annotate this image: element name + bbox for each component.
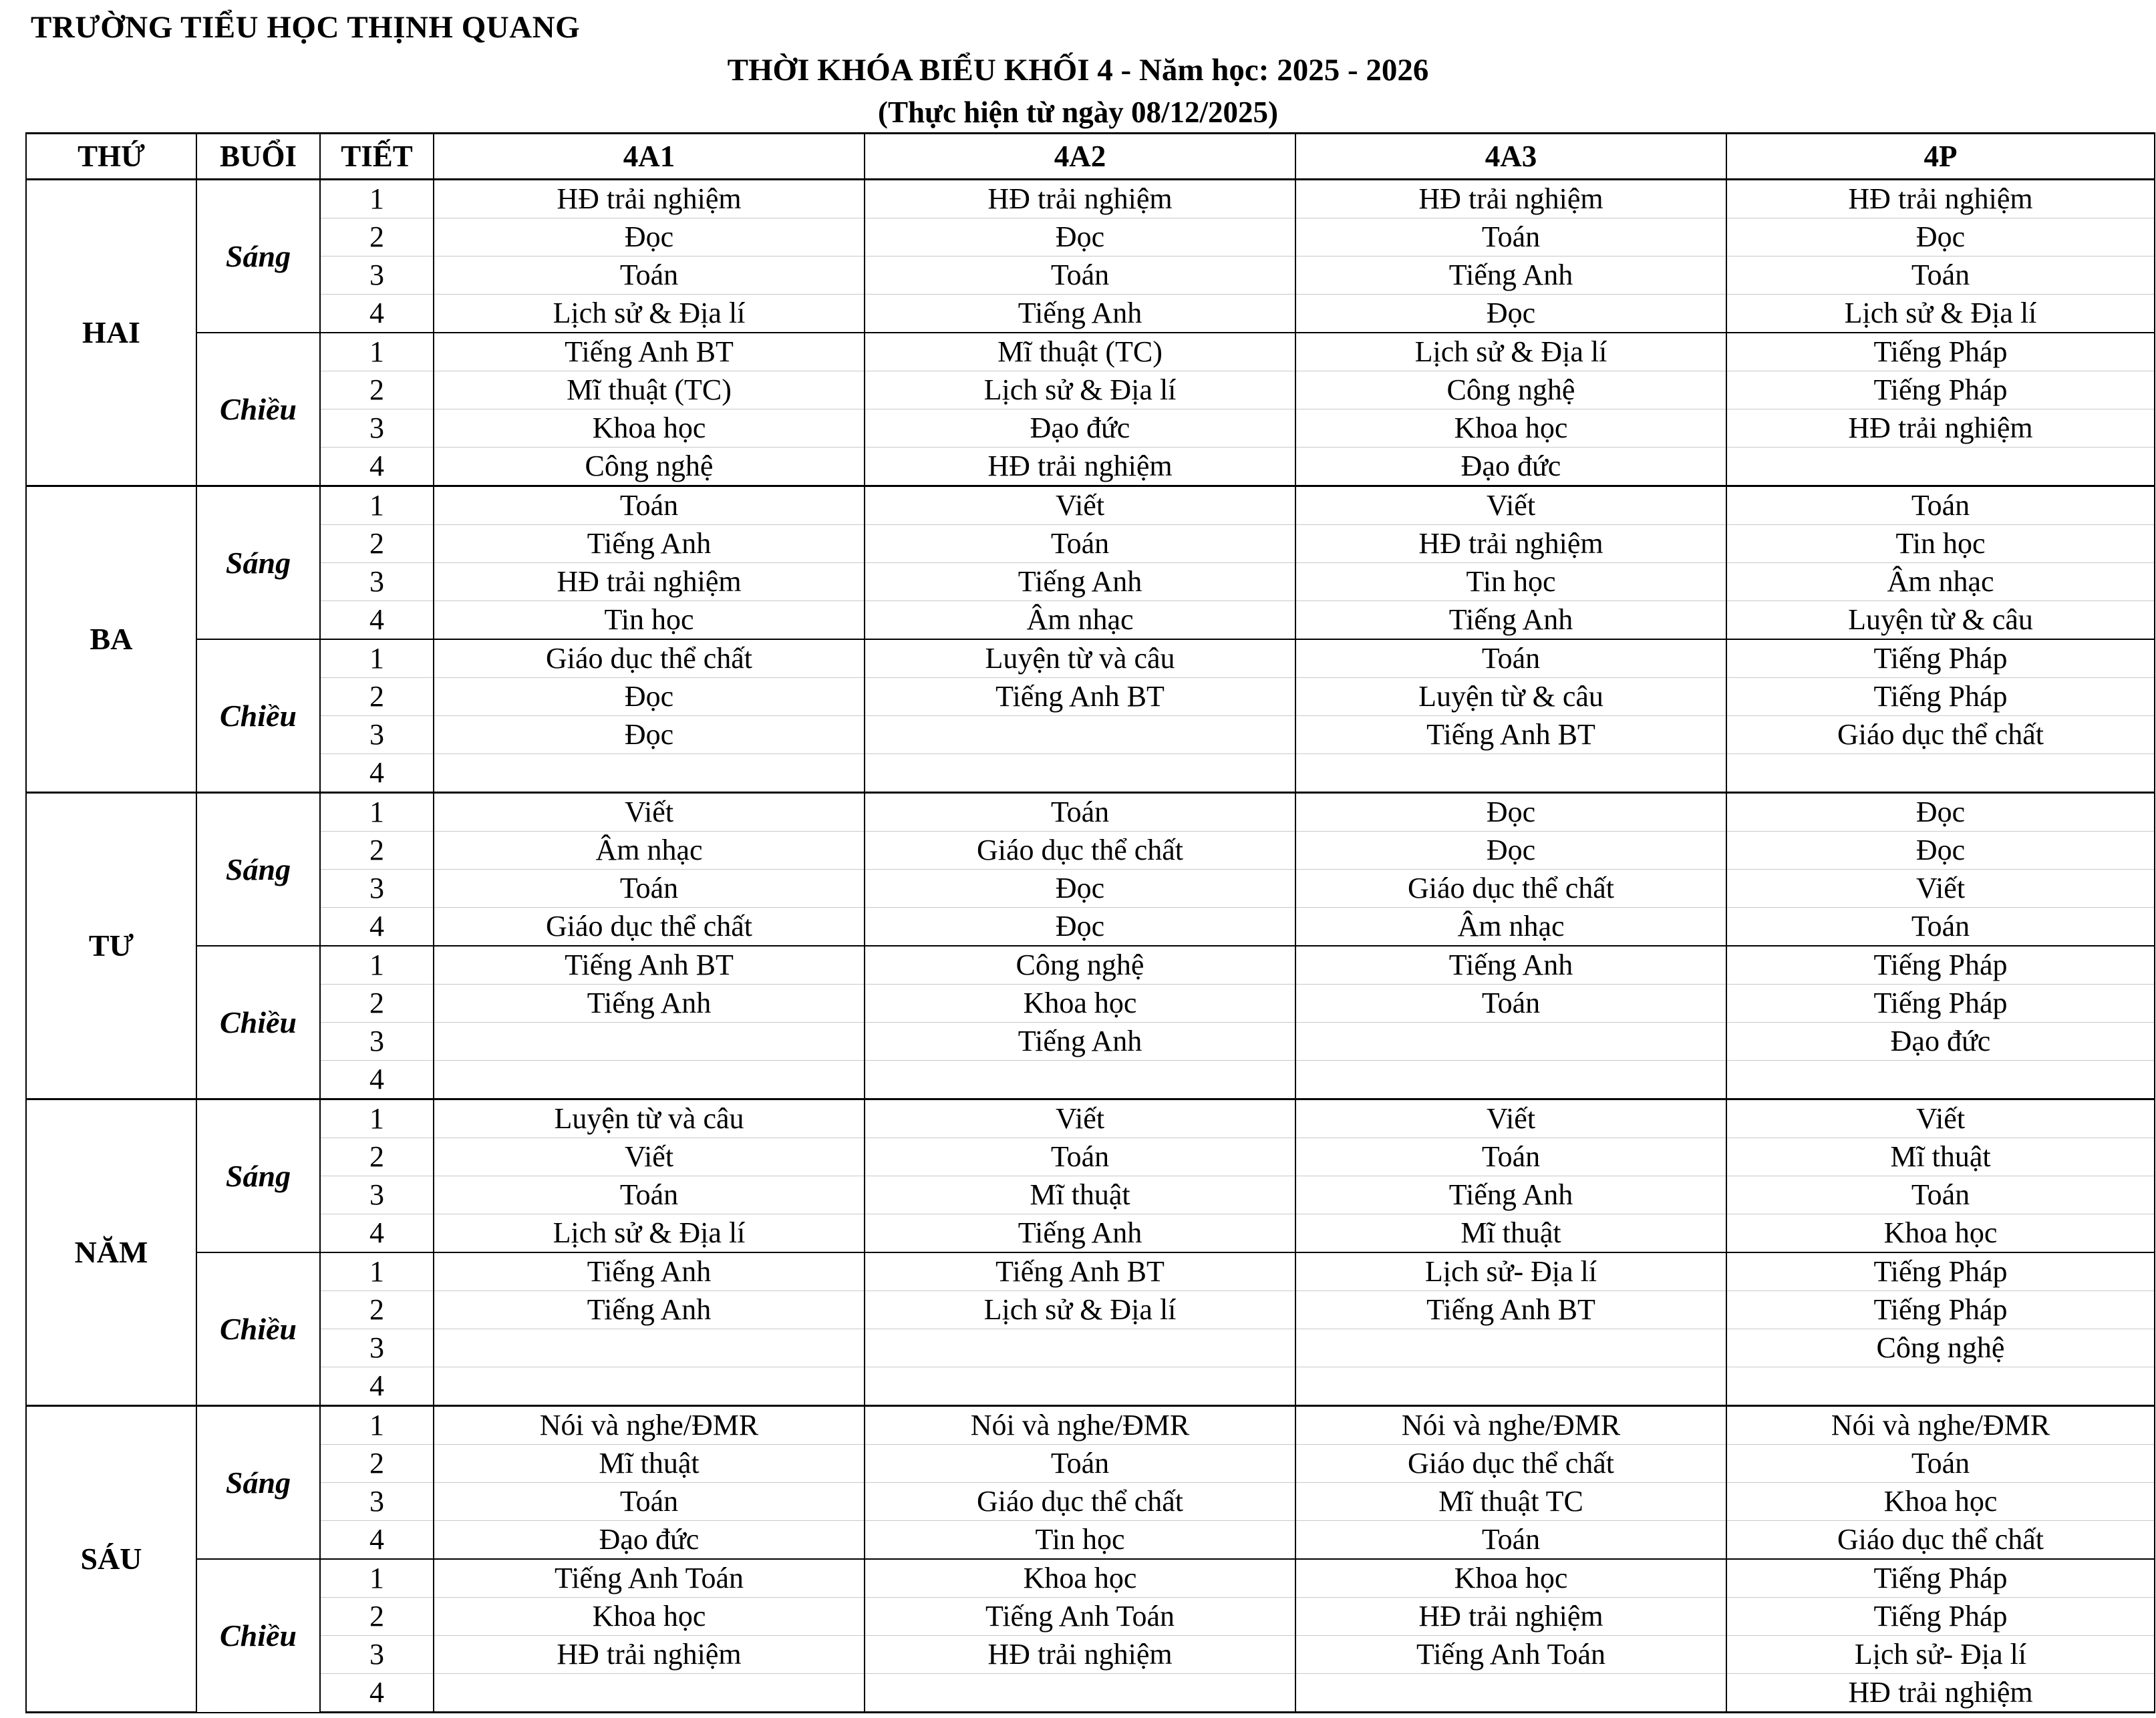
subject-cell-4a1: Tiếng Anh Toán [434,1559,865,1598]
subject-cell-4p: Âm nhạc [1726,563,2155,601]
period-number: 4 [320,1674,434,1713]
period-number: 4 [320,1367,434,1406]
subject-cell-4p: Viết [1726,1099,2155,1138]
subject-cell-4p: HĐ trải nghiệm [1726,409,2155,448]
subject-cell-4p: Nói và nghe/ĐMR [1726,1406,2155,1445]
subject-cell-4a3 [1295,1329,1726,1367]
period-number: 4 [320,908,434,947]
subject-cell-4p: Tiếng Pháp [1726,1559,2155,1598]
subject-cell-4a3: Viết [1295,486,1726,525]
period-number: 2 [320,678,434,716]
subject-cell-4p: Giáo dục thể chất [1726,1521,2155,1560]
period-number: 3 [320,409,434,448]
subject-cell-4a2: HĐ trải nghiệm [865,180,1295,218]
subject-cell-4a1 [434,1061,865,1099]
period-number: 3 [320,1176,434,1214]
period-number: 1 [320,1099,434,1138]
table-row [26,985,2155,1023]
table-row [26,1445,2155,1483]
subject-cell-4a2 [865,1674,1295,1713]
subject-cell-4a1: Khoa học [434,1598,865,1636]
subject-cell-4a1: Viết [434,1138,865,1176]
subject-cell-4p [1726,1061,2155,1099]
subject-cell-4a2: Viết [865,486,1295,525]
table-row [26,639,2155,678]
period-number: 2 [320,1598,434,1636]
subject-cell-4a2: Tin học [865,1521,1295,1560]
subject-cell-4a3: Toán [1295,639,1726,678]
table-row [26,1329,2155,1367]
subject-cell-4a2: Lịch sử & Địa lí [865,1291,1295,1329]
subject-cell-4p: Toán [1726,1445,2155,1483]
table-row [26,754,2155,793]
subject-cell-4p: Đạo đức [1726,1023,2155,1061]
subject-cell-4p: Khoa học [1726,1214,2155,1253]
subject-cell-4a3: Viết [1295,1099,1726,1138]
subject-cell-4p: Đọc [1726,832,2155,870]
subject-cell-4p: Toán [1726,256,2155,295]
subject-cell-4a3: Âm nhạc [1295,908,1726,947]
subject-cell-4p: Viết [1726,870,2155,908]
table-row [26,333,2155,371]
subject-cell-4p: HĐ trải nghiệm [1726,180,2155,218]
period-number: 3 [320,256,434,295]
subject-cell-4p: Tiếng Pháp [1726,639,2155,678]
subject-cell-4a3: Toán [1295,985,1726,1023]
day-label: SÁU [26,1406,196,1713]
subject-cell-4a1: Lịch sử & Địa lí [434,295,865,333]
subject-cell-4a1: Đạo đức [434,1521,865,1560]
period-number: 3 [320,1636,434,1674]
subject-cell-4a1: Nói và nghe/ĐMR [434,1406,865,1445]
subject-cell-4a1: HĐ trải nghiệm [434,1636,865,1674]
session-label: Sáng [196,1099,320,1253]
subject-cell-4p: HĐ trải nghiệm [1726,1674,2155,1713]
session-label: Sáng [196,1406,320,1560]
header-class-4a1: 4A1 [434,134,865,180]
subject-cell-4a1: Tiếng Anh [434,1252,865,1291]
period-number: 4 [320,448,434,486]
table-row [26,1483,2155,1521]
subject-cell-4a1: Tiếng Anh BT [434,333,865,371]
period-number: 2 [320,371,434,409]
day-label: BA [26,486,196,793]
subject-cell-4a3 [1295,1061,1726,1099]
subject-cell-4a3: Khoa học [1295,409,1726,448]
subject-cell-4a3: Toán [1295,1138,1726,1176]
subject-cell-4a2: Nói và nghe/ĐMR [865,1406,1295,1445]
table-row [26,486,2155,525]
subject-cell-4a3: Khoa học [1295,1559,1726,1598]
table-row [26,908,2155,947]
subject-cell-4p: Toán [1726,486,2155,525]
subject-cell-4a2: Mĩ thuật [865,1176,1295,1214]
header-class-4a2: 4A2 [865,134,1295,180]
subject-cell-4p: Công nghệ [1726,1329,2155,1367]
subject-cell-4a3: Tiếng Anh Toán [1295,1636,1726,1674]
subject-cell-4p: Khoa học [1726,1483,2155,1521]
table-row [26,1598,2155,1636]
subject-cell-4a2: Đọc [865,908,1295,947]
day-label: NĂM [26,1099,196,1406]
subject-cell-4a1: Toán [434,1483,865,1521]
subject-cell-4p: Tiếng Pháp [1726,678,2155,716]
table-row [26,448,2155,486]
subject-cell-4a2: Tiếng Anh [865,1023,1295,1061]
subject-cell-4a3: Tiếng Anh [1295,1176,1726,1214]
period-number: 4 [320,754,434,793]
subject-cell-4a1: Toán [434,256,865,295]
subject-cell-4a1: HĐ trải nghiệm [434,563,865,601]
subject-cell-4a3: Tiếng Anh BT [1295,1291,1726,1329]
subject-cell-4p: Tin học [1726,525,2155,563]
subject-cell-4p: Mĩ thuật [1726,1138,2155,1176]
subject-cell-4a3: Mĩ thuật [1295,1214,1726,1253]
subject-cell-4a2: Tiếng Anh Toán [865,1598,1295,1636]
subject-cell-4a3: Nói và nghe/ĐMR [1295,1406,1726,1445]
subject-cell-4a1: Tiếng Anh [434,985,865,1023]
day-label: HAI [26,180,196,486]
header-class-4p: 4P [1726,134,2155,180]
session-label: Chiều [196,946,320,1099]
table-row [26,793,2155,832]
subject-cell-4a2: Toán [865,793,1295,832]
subject-cell-4a1: Mĩ thuật [434,1445,865,1483]
subject-cell-4a2: Đọc [865,218,1295,256]
timetable-body [26,180,2155,1713]
session-label: Chiều [196,333,320,486]
subject-cell-4a1: Toán [434,1176,865,1214]
subject-cell-4a1: Đọc [434,678,865,716]
subject-cell-4a3: Giáo dục thể chất [1295,1445,1726,1483]
subject-cell-4p: Lịch sử & Địa lí [1726,295,2155,333]
subject-cell-4a3: Luyện từ & câu [1295,678,1726,716]
day-label: TƯ [26,793,196,1099]
subject-cell-4a1: Tiếng Anh [434,525,865,563]
period-number: 2 [320,832,434,870]
period-number: 3 [320,563,434,601]
table-row [26,1214,2155,1253]
subject-cell-4a2 [865,1367,1295,1406]
header-session: BUỔI [196,134,320,180]
period-number: 3 [320,1483,434,1521]
subject-cell-4a1: Lịch sử & Địa lí [434,1214,865,1253]
header-period: TIẾT [320,134,434,180]
subject-cell-4a2: Mĩ thuật (TC) [865,333,1295,371]
subject-cell-4a2: HĐ trải nghiệm [865,448,1295,486]
subject-cell-4a3 [1295,1674,1726,1713]
subject-cell-4a1: Toán [434,486,865,525]
period-number: 1 [320,1252,434,1291]
period-number: 4 [320,1061,434,1099]
subject-cell-4a1: Khoa học [434,409,865,448]
subject-cell-4a3: HĐ trải nghiệm [1295,180,1726,218]
session-label: Chiều [196,1252,320,1406]
table-row [26,180,2155,218]
subject-cell-4a1 [434,1023,865,1061]
period-number: 1 [320,1406,434,1445]
subject-cell-4a3: HĐ trải nghiệm [1295,525,1726,563]
subject-cell-4a3: Đọc [1295,793,1726,832]
table-row [26,1176,2155,1214]
table-row [26,409,2155,448]
table-row [26,946,2155,985]
table-row [26,1023,2155,1061]
subject-cell-4a2 [865,1329,1295,1367]
subject-cell-4a1: Giáo dục thể chất [434,908,865,947]
subject-cell-4p: Đọc [1726,793,2155,832]
subject-cell-4a1: Tiếng Anh BT [434,946,865,985]
subject-cell-4a2: Tiếng Anh BT [865,678,1295,716]
subject-cell-4p: Toán [1726,1176,2155,1214]
subject-cell-4a2 [865,716,1295,754]
subject-cell-4p [1726,754,2155,793]
table-row [26,256,2155,295]
session-label: Sáng [196,793,320,947]
table-row [26,1674,2155,1713]
subject-cell-4p: Đọc [1726,218,2155,256]
subject-cell-4a3: HĐ trải nghiệm [1295,1598,1726,1636]
subject-cell-4a3: Lịch sử & Địa lí [1295,333,1726,371]
period-number: 3 [320,1329,434,1367]
table-row [26,716,2155,754]
subject-cell-4a3 [1295,1023,1726,1061]
subject-cell-4a3 [1295,754,1726,793]
subject-cell-4a1: Đọc [434,218,865,256]
subject-cell-4a2: Giáo dục thể chất [865,832,1295,870]
subject-cell-4a3: Toán [1295,1521,1726,1560]
subject-cell-4a1: Viết [434,793,865,832]
subject-cell-4a3: Tiếng Anh [1295,256,1726,295]
subject-cell-4a2: Lịch sử & Địa lí [865,371,1295,409]
session-label: Sáng [196,486,320,640]
table-row [26,1636,2155,1674]
subject-cell-4a2: Tiếng Anh BT [865,1252,1295,1291]
period-number: 4 [320,1214,434,1253]
subject-cell-4a2: Toán [865,1138,1295,1176]
period-number: 1 [320,486,434,525]
subject-cell-4a1: Đọc [434,716,865,754]
subject-cell-4a3: Mĩ thuật TC [1295,1483,1726,1521]
subject-cell-4p: Giáo dục thể chất [1726,716,2155,754]
table-row [26,1559,2155,1598]
session-label: Chiều [196,639,320,793]
subject-cell-4p [1726,1367,2155,1406]
subject-cell-4a3: Đọc [1295,832,1726,870]
table-row [26,678,2155,716]
period-number: 4 [320,295,434,333]
subject-cell-4p: Toán [1726,908,2155,947]
subject-cell-4a2 [865,1061,1295,1099]
subject-cell-4a2: Khoa học [865,985,1295,1023]
subject-cell-4p: Tiếng Pháp [1726,1252,2155,1291]
subject-cell-4a2: Âm nhạc [865,601,1295,640]
period-number: 1 [320,1559,434,1598]
subject-cell-4a2: Toán [865,256,1295,295]
table-row [26,218,2155,256]
subject-cell-4a1: Giáo dục thể chất [434,639,865,678]
subject-cell-4p: Tiếng Pháp [1726,946,2155,985]
subject-cell-4a1 [434,1367,865,1406]
subject-cell-4a2: Khoa học [865,1559,1295,1598]
subject-cell-4a2: Tiếng Anh [865,563,1295,601]
period-number: 1 [320,180,434,218]
header-class-4a3: 4A3 [1295,134,1726,180]
table-row [26,1521,2155,1560]
period-number: 2 [320,218,434,256]
table-row [26,525,2155,563]
period-number: 1 [320,793,434,832]
subject-cell-4a2: Giáo dục thể chất [865,1483,1295,1521]
subject-cell-4a2 [865,754,1295,793]
subject-cell-4p: Tiếng Pháp [1726,371,2155,409]
period-number: 2 [320,1291,434,1329]
period-number: 2 [320,1445,434,1483]
subject-cell-4a3: Giáo dục thể chất [1295,870,1726,908]
table-row [26,832,2155,870]
period-number: 3 [320,1023,434,1061]
subject-cell-4a3: Tiếng Anh BT [1295,716,1726,754]
subject-cell-4a1 [434,754,865,793]
period-number: 4 [320,1521,434,1560]
subject-cell-4a2: Toán [865,1445,1295,1483]
subject-cell-4a3: Toán [1295,218,1726,256]
session-label: Chiều [196,1559,320,1713]
subject-cell-4p: Tiếng Pháp [1726,333,2155,371]
table-row [26,1099,2155,1138]
table-row [26,1138,2155,1176]
subject-cell-4a2: Viết [865,1099,1295,1138]
subject-cell-4a2: Luyện từ và câu [865,639,1295,678]
subject-cell-4a2: Tiếng Anh [865,295,1295,333]
timetable [25,132,2155,1713]
table-row [26,1061,2155,1099]
table-row [26,870,2155,908]
subject-cell-4p [1726,448,2155,486]
table-row [26,371,2155,409]
header-day: THỨ [26,134,196,180]
subject-cell-4a1: Luyện từ và câu [434,1099,865,1138]
timetable-subtitle: (Thực hiện từ ngày 08/12/2025) [877,96,1279,129]
period-number: 2 [320,985,434,1023]
subject-cell-4a2: Đạo đức [865,409,1295,448]
subject-cell-4a3: Công nghệ [1295,371,1726,409]
table-row [26,1252,2155,1291]
subject-cell-4a2: HĐ trải nghiệm [865,1636,1295,1674]
subject-cell-4a1 [434,1329,865,1367]
subject-cell-4a2: Đọc [865,870,1295,908]
header-row [26,134,2155,180]
subject-cell-4a3 [1295,1367,1726,1406]
subject-cell-4a2: Tiếng Anh [865,1214,1295,1253]
subject-cell-4p: Tiếng Pháp [1726,985,2155,1023]
subject-cell-4a1: Tiếng Anh [434,1291,865,1329]
period-number: 2 [320,525,434,563]
subject-cell-4a2: Toán [865,525,1295,563]
subject-cell-4a1: HĐ trải nghiệm [434,180,865,218]
table-row [26,601,2155,640]
subject-cell-4a1: Tin học [434,601,865,640]
subject-cell-4a1 [434,1674,865,1713]
table-row [26,1406,2155,1445]
subject-cell-4a1: Âm nhạc [434,832,865,870]
table-row [26,1367,2155,1406]
subject-cell-4a2: Công nghệ [865,946,1295,985]
subject-cell-4a3: Đọc [1295,295,1726,333]
period-number: 1 [320,639,434,678]
period-number: 1 [320,333,434,371]
subject-cell-4a1: Toán [434,870,865,908]
subject-cell-4a1: Mĩ thuật (TC) [434,371,865,409]
subject-cell-4a3: Tiếng Anh [1295,946,1726,985]
school-name: TRƯỜNG TIỂU HỌC THỊNH QUANG [31,10,581,45]
session-label: Sáng [196,180,320,333]
table-row [26,563,2155,601]
timetable-title: THỜI KHÓA BIỂU KHỐI 4 - Năm học: 2025 - 2026 [727,53,1429,88]
subject-cell-4a1: Công nghệ [434,448,865,486]
period-number: 2 [320,1138,434,1176]
subject-cell-4a3: Tiếng Anh [1295,601,1726,640]
subject-cell-4p: Tiếng Pháp [1726,1291,2155,1329]
subject-cell-4a3: Đạo đức [1295,448,1726,486]
subject-cell-4p: Tiếng Pháp [1726,1598,2155,1636]
period-number: 1 [320,946,434,985]
period-number: 4 [320,601,434,640]
table-row [26,1291,2155,1329]
period-number: 3 [320,716,434,754]
period-number: 3 [320,870,434,908]
subject-cell-4p: Luyện từ & câu [1726,601,2155,640]
subject-cell-4a3: Lịch sử- Địa lí [1295,1252,1726,1291]
subject-cell-4a3: Tin học [1295,563,1726,601]
table-row [26,295,2155,333]
subject-cell-4p: Lịch sử- Địa lí [1726,1636,2155,1674]
